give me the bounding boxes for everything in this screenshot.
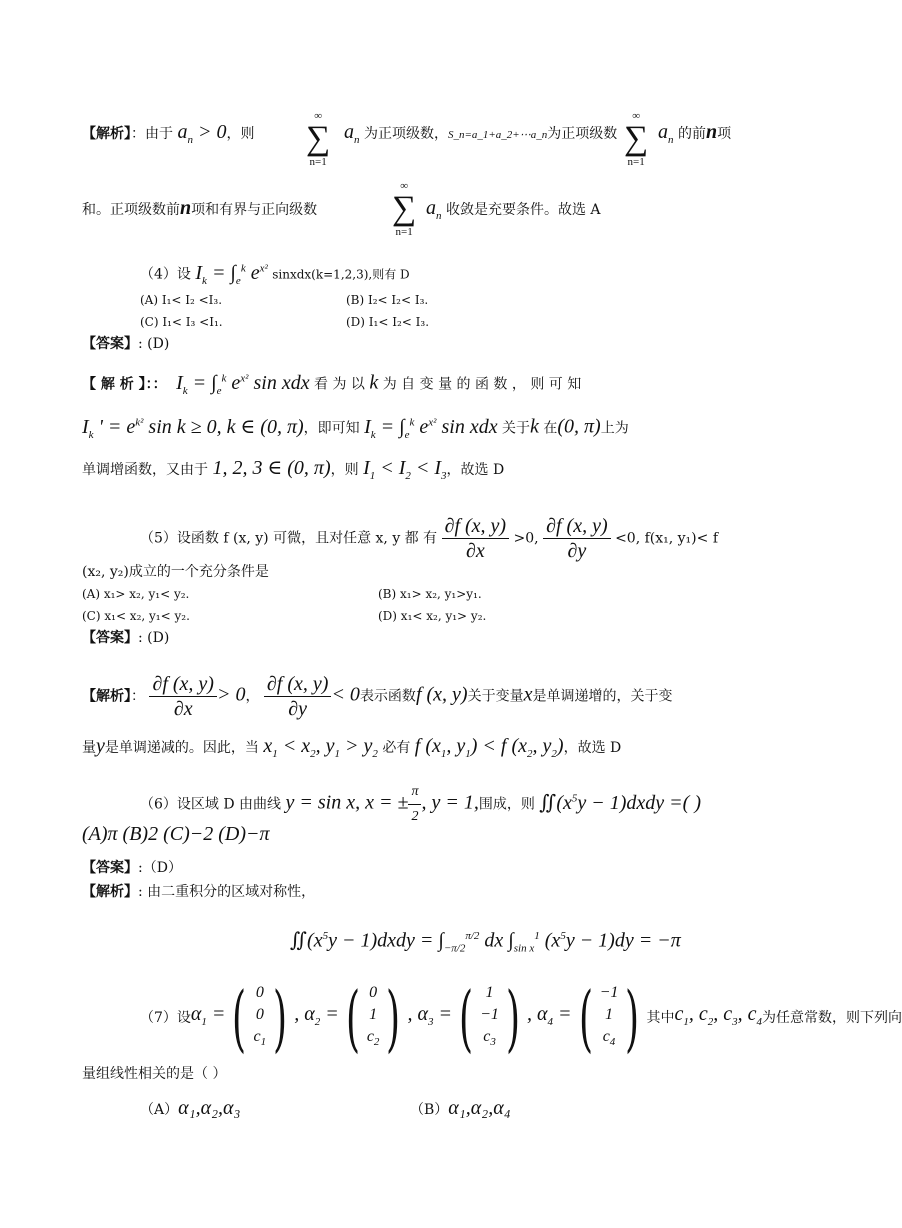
text: >0, [513, 530, 539, 547]
q5-answer [82, 628, 169, 648]
vector-alpha4: ( −1 1 $c_4$ ) [578, 976, 640, 1060]
sum-lower: n=1 [627, 156, 645, 168]
condition: $x_1 < x_2$, $y_1 > y_2$ [263, 735, 378, 760]
alpha3-label: , $\alpha_3$ = [407, 1003, 453, 1028]
q3-line2-part2 [426, 198, 601, 226]
text: 其中 [646, 1010, 675, 1026]
q4-option-d: (D) I₁< I₂< I₃. [346, 315, 430, 329]
q4-answer [82, 334, 169, 354]
q6-options: (A)π (B)2 (C)−2 (D)−π [82, 823, 270, 845]
y-var: y [96, 735, 105, 757]
q3-analysis-line1 [82, 122, 254, 150]
text: （4）设 [140, 266, 191, 283]
sum-upper: ∞ [314, 110, 323, 122]
text: 为正项级数 [547, 126, 618, 142]
pi-over-2: $\frac{\pi}{2}$ [408, 780, 421, 829]
sum-upper: ∞ [400, 180, 409, 192]
text: <0, f(x₁, y₁)< f [615, 530, 718, 547]
text: （7）设 [140, 1010, 191, 1026]
option-label: （B） [410, 1102, 449, 1118]
text: 关于变量 [467, 688, 524, 705]
text: ：由于 [131, 126, 173, 142]
vector-alpha1: ( 0 0 $c_1$ ) [232, 976, 288, 1060]
analysis-label: 【解析】 [82, 884, 138, 900]
inequality: $I_1 < I_2 < I_3$ [363, 457, 447, 482]
answer-label: 【答案】 [82, 336, 138, 352]
text: 必有 [382, 740, 411, 756]
fxy: f (x, y) [415, 683, 468, 706]
double-integral: $∬(x^5y$ − 1)dxdy =( ) [539, 791, 701, 814]
sigma: ∑ [306, 120, 331, 157]
q5-analysis-line2 [82, 736, 621, 764]
k-var: k [530, 415, 539, 438]
sum-upper: ∞ [632, 110, 641, 122]
text: 量 [82, 740, 96, 756]
partial-y: $\frac{\partial f (x, y)}{\partial y}$ [543, 514, 611, 563]
constants: $c_1$, $c_2$, $c_3$, $c_4$ [674, 1003, 763, 1028]
text: 围成，则 [478, 796, 535, 813]
derivative: $I_k$ ' = $e^{k^2}$ sin k ≥ 0, k ∈ (0, π) [82, 415, 304, 441]
q3-line1-part2 [344, 122, 617, 150]
q5-option-a: (A) x₁> x₂, y₁< y₂. [82, 587, 190, 601]
q4-analysis-line3 [82, 458, 504, 486]
gt-zero: > 0 [216, 683, 246, 706]
math-an: $a_n$ [426, 197, 442, 222]
x-var: x [523, 683, 533, 706]
text: 为 自 变 量 的 函 数 ， 则 可 知 [382, 376, 582, 393]
text: ，则 [226, 126, 255, 142]
option-value: α₁,α₂,α₃ [178, 1097, 241, 1119]
text: ，则 [330, 462, 359, 478]
q4-option-a: (A) I₁< I₂ <I₃. [140, 293, 223, 307]
text: 项 [717, 126, 732, 142]
math-an: $a_n$ [658, 121, 674, 146]
q4-option-b: (B) I₂< I₂< I₃. [346, 293, 429, 307]
q7-stem [140, 978, 902, 1058]
math-an: $a_n$ [344, 121, 360, 146]
q5-option-c: (C) x₁< x₂, y₁< y₂. [82, 609, 190, 623]
answer-label: 【答案】 [82, 630, 138, 646]
q5-stem [140, 514, 718, 563]
text: 收敛是充要条件。故选 A [445, 202, 601, 218]
text: ，故选 D [446, 462, 505, 478]
alpha2-label: , $\alpha_2$ = [294, 1003, 339, 1028]
partial-x: $\frac{\partial f (x, y)}{\partial x}$ [442, 514, 510, 563]
q5-analysis-line1: 【解析】： $\frac{\partial f (x, y)}{\partial x}$ > 0， $\frac{\partial f (x, y)}{\partial y}$ < 0表示函数f (x, y)关于变量x是单调递增的，关于变 [82, 673, 673, 720]
analysis-label: 【解析】 [82, 688, 131, 705]
sum-lower: n=1 [309, 156, 327, 168]
q5-option-b: (B) x₁> x₂, y₁>y₁. [378, 587, 482, 601]
q6-answer [82, 858, 182, 878]
q7-stem-line2: 量组线性相关的是（ ） [82, 1066, 227, 1082]
text: 是单调递增的，关于变 [532, 688, 673, 705]
analysis-label: 【 解 析 】：： [82, 376, 167, 393]
alpha1-label: $\alpha_1$ = [190, 1003, 226, 1028]
q5-stem-line2: (x₂, y₂)成立的一个充分条件是 [82, 564, 269, 580]
curve: y = sin x, x = ± [285, 791, 409, 814]
answer-label: 【答案】 [82, 860, 138, 876]
sigma: ∑ [624, 120, 649, 157]
analysis-label: 【解析】 [82, 126, 131, 142]
q6-analysis [82, 882, 315, 902]
interval: (0, π) [557, 415, 601, 438]
text: 是单调递减的。因此，当 [104, 740, 259, 756]
q3-line1-part3 [658, 122, 731, 150]
sum-lower: n=1 [395, 226, 413, 238]
integral-ik: $I_k = \int_e^k$ $e^{x^2}$ sin xdx [171, 371, 310, 397]
text: ，即可知 [303, 420, 360, 437]
partial-x: $\frac{\partial f (x, y)}{\partial x}$ [149, 672, 217, 721]
text: 单调增函数，又由于 [82, 462, 208, 478]
q3-analysis-line2 [82, 198, 317, 220]
q4-stem [140, 258, 410, 291]
text: （5）设函数 f (x, y) 可微，且对任意 x, y 都 有 [140, 530, 438, 547]
vector-alpha3: ( 1 −1 $c_3$ ) [459, 976, 520, 1060]
text: 为任意常数，则下列向 [762, 1010, 902, 1026]
integral-ik: $I_k = \int_e^k$ $e^{x^2}$ [195, 261, 268, 287]
sigma: ∑ [392, 190, 417, 227]
sum-symbol [306, 110, 330, 168]
n-var: n [705, 121, 718, 143]
conclusion: f ($x_1$, $y_1) < f$ ($x_2$, $y_2$) [414, 735, 564, 760]
answer-value: : (D) [138, 630, 170, 646]
option-value: α₁,α₂,α₄ [448, 1097, 511, 1119]
partial-y: $\frac{\partial f (x, y)}{\partial y}$ [264, 672, 332, 721]
n-var: n [180, 197, 192, 219]
math-an-gt-0: $a_n > 0$ [177, 121, 227, 146]
answer-value: : (D) [138, 336, 170, 352]
k-var: k [369, 371, 379, 394]
q4-analysis-line1 [82, 368, 581, 401]
membership: 1, 2, 3 ∈ (0, π) [212, 457, 331, 479]
text: : 由二重积分的区域对称性， [138, 884, 316, 900]
text: 和。正项级数前 [82, 202, 180, 218]
integral-ik: $I_k = \int_e^k$ $e^{x^2}$ sin xdx [364, 415, 498, 441]
alpha4-label: , $\alpha_4$ = [527, 1003, 572, 1028]
q6-formula: $∬(x^5y$ − 1)dxdy = $\int_{-\pi/2}^{\pi/2}$ dx $\int_{sin x}^1$ $(x^5y - 1)dy = -\pi$ [290, 929, 681, 955]
text: （6）设区域 D 由曲线 [140, 796, 282, 813]
q7-option-b [410, 1098, 511, 1120]
text: 为正项级数， [363, 126, 448, 142]
option-label: （A） [140, 1102, 179, 1118]
lt-zero: < 0 [331, 683, 360, 706]
text: 的前 [677, 126, 706, 142]
sn-formula: S_n=a_1+a_2+⋯a_n [447, 129, 548, 141]
text: 项和有界与正向级数 [191, 202, 318, 218]
answer-value: :（D） [138, 860, 182, 876]
q7-option-a [140, 1098, 240, 1120]
y-eq-1: , y = 1, [421, 791, 479, 814]
text: 表示函数 [359, 688, 416, 705]
q4-analysis-line2 [82, 412, 629, 445]
text: sinxdx(k=1,2,3),则有 D [272, 267, 410, 282]
text: 关于 [502, 420, 531, 437]
vector-alpha2: ( 0 1 $c_2$ ) [345, 976, 401, 1060]
q4-option-c: (C) I₁< I₃ <I₁. [140, 315, 223, 329]
q5-option-d: (D) x₁< x₂, y₁> y₂. [378, 609, 487, 623]
text: ，故选 D [563, 740, 622, 756]
sum-symbol-2 [624, 110, 648, 168]
text: 看 为 以 [314, 376, 365, 393]
sum-symbol-3 [392, 180, 416, 238]
q6-stem [140, 780, 701, 829]
text: 上为 [600, 420, 629, 437]
text: 在 [543, 420, 558, 437]
